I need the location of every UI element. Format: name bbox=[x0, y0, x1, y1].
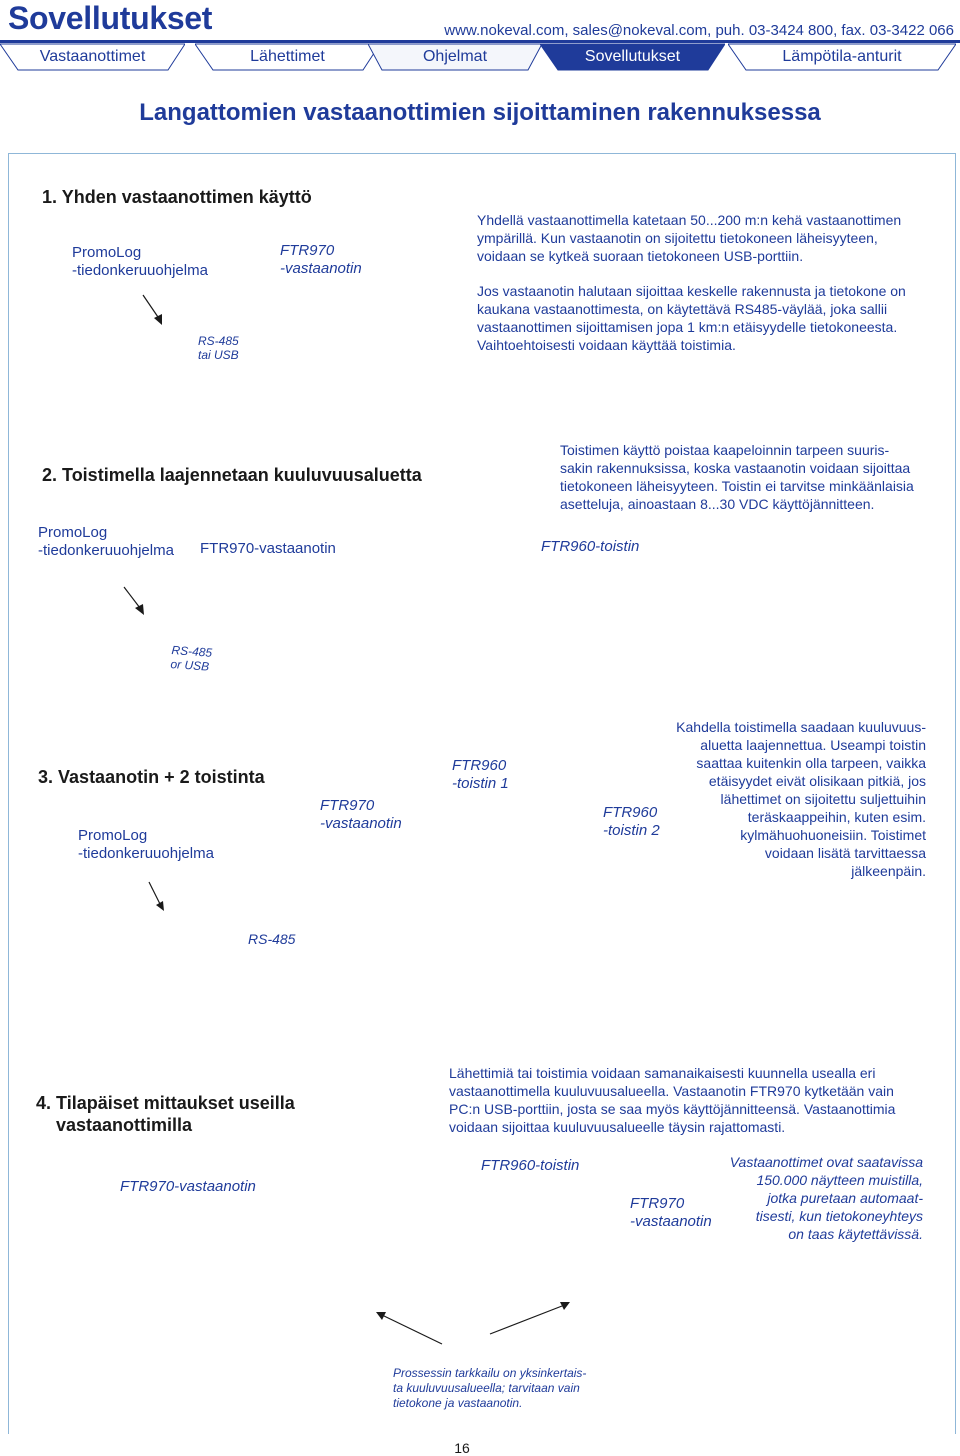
section1-paragraph-2 bbox=[477, 282, 937, 354]
brand-title: Sovellutukset bbox=[8, 0, 213, 36]
label-line: -toistin 1 bbox=[452, 775, 509, 792]
section3-ftr960-1-label bbox=[452, 757, 509, 793]
label-line: PromoLog bbox=[72, 244, 142, 261]
label-line: tai USB bbox=[198, 348, 239, 362]
section2-connection-label bbox=[170, 643, 213, 674]
section1-heading bbox=[42, 187, 312, 208]
section2-connection-arrow bbox=[120, 584, 150, 620]
caption-line: Prossessin tarkkailu on yksinkertais- bbox=[393, 1366, 587, 1380]
section1-heading-text: Yhden vastaanottimen käyttö bbox=[61, 187, 312, 207]
section4-arrow-left bbox=[372, 1308, 452, 1348]
section3-heading bbox=[38, 767, 265, 788]
para-line: on taas käytettävissä. bbox=[788, 1226, 923, 1242]
section4-arrow-right bbox=[486, 1298, 576, 1338]
para-line: Toistimen käyttö poistaa kaapeloinnin tarpeen suuris- bbox=[560, 442, 890, 458]
section4-ftr970-left-label: FTR970-vastaanotin bbox=[120, 1178, 256, 1195]
label-line: -tiedonkeruuohjelma bbox=[72, 262, 208, 279]
label-line: or USB bbox=[170, 656, 210, 674]
para-line: jälkeenpäin. bbox=[851, 863, 926, 879]
tab-label: Lähettimet bbox=[250, 48, 325, 65]
tab-vastaanottimet[interactable] bbox=[0, 43, 185, 71]
section4-ftr960-label: FTR960-toistin bbox=[481, 1157, 580, 1174]
section4-paragraph bbox=[449, 1064, 921, 1136]
section1-connection-label bbox=[198, 334, 239, 362]
para-line: ympärillä. Kun vastaanotin on sijoitettu tietokoneen läheisyyteen, bbox=[477, 230, 878, 246]
para-line: Jos vastaanotin halutaan sijoittaa keskelle rakennusta ja tietokone on bbox=[477, 283, 906, 299]
para-line: 150.000 näytteen muistilla, bbox=[756, 1172, 923, 1188]
section4-number: 4. bbox=[36, 1093, 52, 1113]
tab-ohjelmat[interactable] bbox=[368, 43, 542, 71]
section2-promolog-label bbox=[38, 524, 174, 560]
para-line: tietokoneen läheisyyteen. Toistin ei tarvitse minkäänlaisia bbox=[560, 478, 914, 494]
label-line: FTR970 bbox=[630, 1195, 685, 1212]
para-line: voidaan sijoittaa kuuluvuusalueelle täysin rajattomasti. bbox=[449, 1119, 786, 1135]
page-number: 16 bbox=[454, 1440, 470, 1456]
section4-heading bbox=[36, 1092, 295, 1136]
para-line: vastaanottimella kuuluvuusalueella. Vastaanotin FTR970 kytketään vain bbox=[449, 1083, 894, 1099]
tab-label: Lämpötila-anturit bbox=[782, 48, 902, 65]
tab-label: Sovellutukset bbox=[584, 48, 681, 65]
label-line: RS-485 bbox=[198, 334, 239, 348]
section3-heading-text: Vastaanotin + 2 toistinta bbox=[58, 767, 265, 787]
label-line: -tiedonkeruuohjelma bbox=[78, 845, 214, 862]
label-line: -vastaanotin bbox=[280, 260, 362, 277]
heading-line bbox=[36, 1092, 295, 1114]
caption-line: ta kuuluvuusalueella; tarvitaan vain bbox=[393, 1381, 580, 1395]
section1-paragraph-1 bbox=[477, 211, 937, 265]
para-line: teräskaappeihin, kuten esim. bbox=[747, 809, 926, 825]
para-line: Vaihtoehtoisesti voidaan käyttää toistimia. bbox=[477, 337, 736, 353]
para-line: saattaa kuitenkin olla tarpeen, vaikka bbox=[696, 755, 926, 771]
para-line: etäisyydet eivät olisikaan pitkiä, jos bbox=[708, 773, 926, 789]
para-line: aluetta laajennettua. Useampi toistin bbox=[700, 737, 926, 753]
para-line: Kahdella toistimella saadaan kuuluvuus- bbox=[676, 719, 926, 735]
label-line: FTR960 bbox=[452, 757, 507, 774]
contact-info: www.nokeval.com, sales@nokeval.com, puh. 03-3424 800, fax. 03-3422 066 bbox=[444, 22, 954, 39]
heading-line: vastaanottimilla bbox=[56, 1115, 193, 1135]
section4-heading-text: Tilapäiset mittaukset useilla bbox=[56, 1093, 295, 1113]
section3-promolog-label bbox=[78, 827, 214, 863]
label-line: -vastaanotin bbox=[320, 815, 402, 832]
section3-number: 3. bbox=[38, 767, 54, 787]
section2-ftr960-label: FTR960-toistin bbox=[541, 538, 640, 555]
tab-label: Ohjelmat bbox=[422, 48, 488, 65]
para-line: sakin rakennuksissa, koska vastaanotin voidaan sijoittaa bbox=[560, 460, 911, 476]
para-line: Vastaanottimet ovat saatavissa bbox=[729, 1154, 923, 1170]
para-line: kaukana vastaanottimesta, on käytettävä RS485-väylää, joka sallii bbox=[477, 301, 888, 317]
label-line: -vastaanotin bbox=[630, 1213, 712, 1230]
section3-paragraph bbox=[640, 718, 926, 880]
section2-number: 2. bbox=[42, 465, 58, 485]
para-line: tisesti, kun tietokoneyhteys bbox=[755, 1208, 923, 1224]
label-line: -tiedonkeruuohjelma bbox=[38, 542, 174, 559]
para-line: vastaanottimen sijoittamisen jopa 1 km:n etäisyydelle tietokoneesta. bbox=[477, 319, 898, 335]
tab-sovellutukset[interactable] bbox=[540, 43, 725, 71]
section3-connection-arrow bbox=[146, 880, 170, 914]
caption-line: tietokone ja vastaanotin. bbox=[393, 1396, 523, 1410]
label-line: FTR970 bbox=[320, 797, 375, 814]
para-line: Yhdellä vastaanottimella katetaan 50...200 m:n kehä vastaanottimen bbox=[477, 212, 902, 228]
para-line: Lähettimiä tai toistimia voidaan samanaikaisesti kuunnella usealla eri bbox=[449, 1065, 876, 1081]
section1-number: 1. bbox=[42, 187, 58, 207]
para-line: lähettimet on sijoitettu suljettuihin bbox=[720, 791, 926, 807]
page-title: Langattomien vastaanottimien sijoittaminen rakennuksessa bbox=[139, 99, 821, 126]
para-line: asetteluja, ainoastaan 8...30 VDC käyttöjännitteen. bbox=[560, 496, 875, 512]
label-line: -toistin 2 bbox=[603, 822, 660, 839]
tab-lahettimet[interactable] bbox=[195, 43, 380, 71]
tab-lampotila-anturit[interactable] bbox=[728, 43, 956, 71]
para-line: PC:n USB-porttiin, josta se saa myös käyttöjännitteensä. Vastaanottimia bbox=[449, 1101, 896, 1117]
section1-connection-arrow bbox=[140, 292, 170, 328]
section4-memory-note bbox=[700, 1153, 923, 1243]
para-line: jotka puretaan automaat- bbox=[767, 1190, 923, 1206]
para-line: voidaan se kytkeä suoraan tietokoneen USB-porttiin. bbox=[477, 248, 804, 264]
label-line: FTR960 bbox=[603, 804, 658, 821]
section2-ftr970-label: FTR970-vastaanotin bbox=[200, 540, 336, 557]
label-line: PromoLog bbox=[78, 827, 148, 844]
section1-promolog-label bbox=[72, 244, 208, 280]
section3-connection-label: RS-485 bbox=[248, 931, 296, 947]
label-line: RS-485 bbox=[171, 643, 213, 660]
section2-paragraph bbox=[560, 441, 929, 513]
section1-ftr970-label bbox=[280, 242, 362, 278]
tab-label: Vastaanottimet bbox=[39, 48, 146, 65]
section2-heading bbox=[42, 465, 422, 486]
para-line: kylmähuohuoneisiin. Toistimet bbox=[740, 827, 926, 843]
para-line: voidaan lisätä tarvittaessa bbox=[764, 845, 926, 861]
section2-heading-text: Toistimella laajennetaan kuuluvuusaluetta bbox=[62, 465, 422, 485]
label-line: FTR970 bbox=[280, 242, 335, 259]
label-line: PromoLog bbox=[38, 524, 108, 541]
section4-caption bbox=[393, 1366, 586, 1411]
section3-ftr970-label bbox=[320, 797, 402, 833]
